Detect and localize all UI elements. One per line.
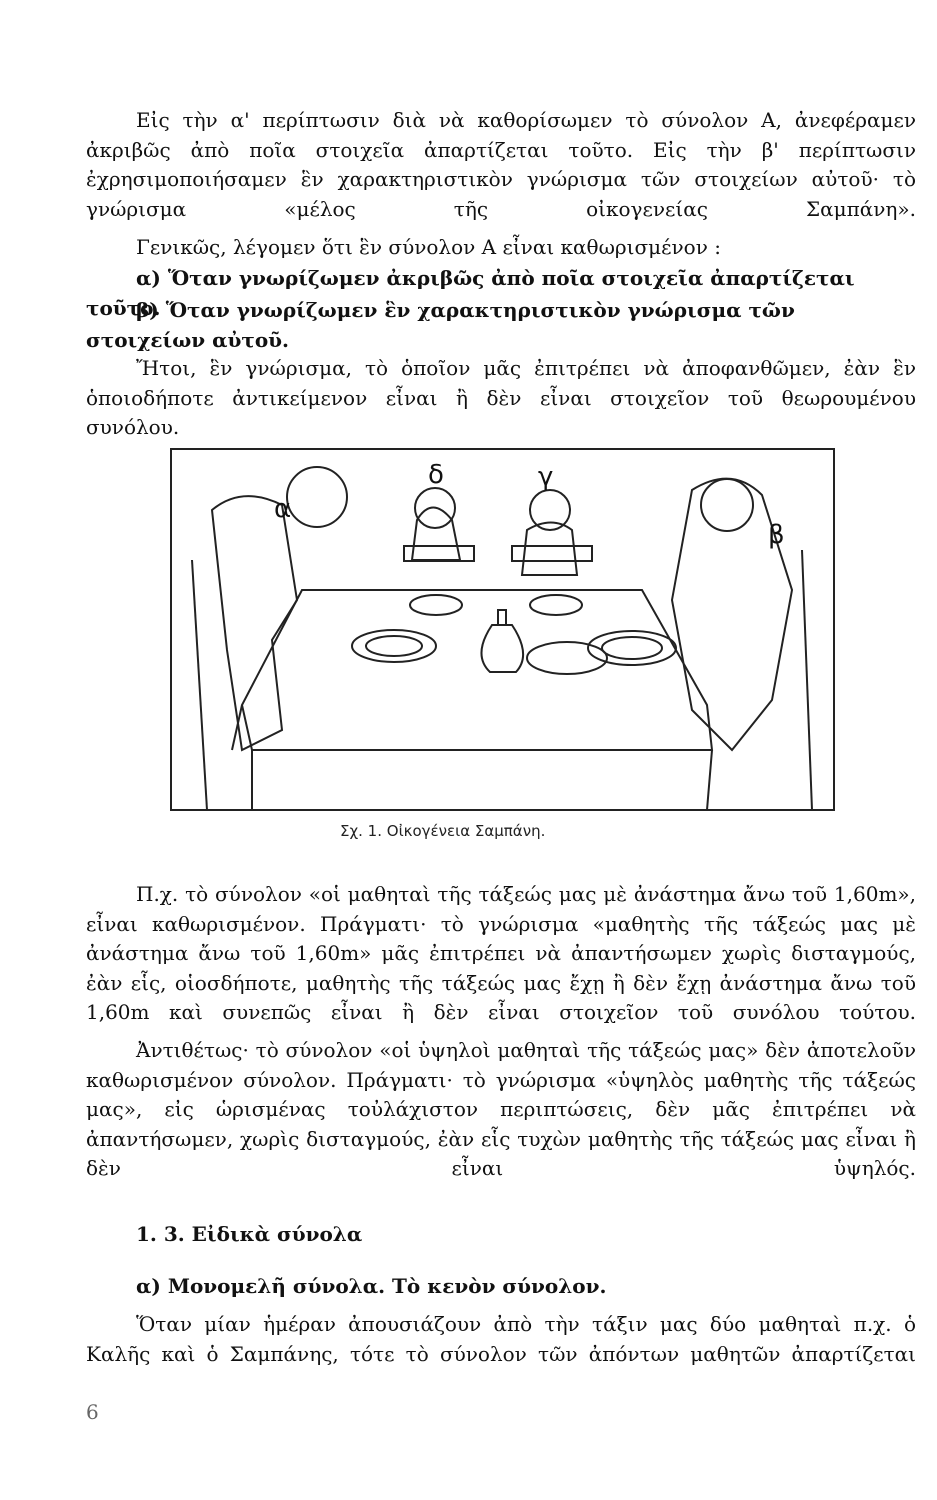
figure-caption: Σχ. 1. Οἰκογένεια Σαμπάνη. — [340, 822, 546, 840]
paragraph-single-element-sets: Ὅταν μίαν ἡμέραν ἀπουσιάζουν ἀπὸ τὴν τάξιν μας δύο μαθηταὶ π.χ. ὁ Καλῆς καὶ ὁ Σαμπάνης, τότε τὸ σύνολον τῶν ἀπόντων μαθητῶν ἀπαρτίζεται — [86, 1312, 916, 1366]
label-delta: δ — [428, 460, 444, 490]
label-gamma: γ — [538, 462, 554, 492]
paragraph-criterion: Ἤτοι, ἓν γνώρισμα, τὸ ὁποῖον μᾶς ἐπιτρέπει νὰ ἀποφανθῶμεν, ἐὰν ἓν ὁποιοδήποτε ἀντικείμενον εἶναι ἢ δὲν εἶναι στοιχεῖον τοῦ θεωρουμένου συνόλου. — [86, 356, 916, 439]
paragraph-definition-cases: Εἰς τὴν α' περίπτωσιν διὰ νὰ καθορίσωμεν τὸ σύνολον Α, ἀνεφέραμεν ἀκριβῶς ἀπὸ ποῖα στοιχεῖα ἀπαρτίζεται τοῦτο. Εἰς τὴν β' περίπτωσιν ἐχρησιμοποιήσαμεν ἓν χαρακτηριστικὸν γνώρισμα τῶν στοιχείων αὐτοῦ· τὸ γνώρισμα «μέλος τῆς οἰκογενείας Σαμπάνη». — [86, 108, 916, 221]
case-a: α) Ὅταν γνωρίζωμεν ἀκριβῶς ἀπὸ ποῖα στοιχεῖα ἀπαρτίζεται τοῦτο. — [86, 266, 855, 320]
family-dinner-drawing — [172, 450, 833, 809]
paragraph-example-defined: Π.χ. τὸ σύνολον «οἱ μαθηταὶ τῆς τάξεώς μας μὲ ἀνάστημα ἄνω τοῦ 1,60m», εἶναι καθωρισμένον. Πράγματι· τὸ γνώρισμα «μαθητὴς τῆς τάξεώς μας μὲ ἀνάστημα ἄνω τοῦ 1,60m» μᾶς ἐπιτρέπει νὰ ἀπαντήσωμεν χωρὶς δισταγμούς, ἐὰν εἷς, οἱοσδήποτε, μαθητὴς τῆς τάξεώς μας ἔχῃ ἢ δὲν ἔχῃ ἀνάστημα ἄνω τοῦ 1,60m καὶ συνεπῶς εἶναι ἢ δὲν εἶναι στοιχεῖον τοῦ συνόλου τούτου. — [86, 882, 916, 1024]
paragraph-example-undefined: Ἀντιθέτως· τὸ σύνολον «οἱ ὑψηλοὶ μαθηταὶ τῆς τάξεώς μας» δὲν ἀποτελοῦν καθωρισμένον σύνολον. Πράγματι· τὸ γνώρισμα «ὑψηλὸς μαθητὴς τῆς τάξεώς μας», εἰς ὡρισμένας τοὐλάχιστον περιπτώσεις, δὲν μᾶς ἐπιτρέπει νὰ ἀπαντήσωμεν, χωρὶς δισταγμούς, ἐὰν εἷς τυχὼν μαθητὴς τῆς τάξεώς μας εἶναι ἢ δὲν εἶναι ὑψηλός. — [86, 1038, 916, 1180]
page-number: 6 — [86, 1400, 99, 1424]
paragraph-general-definition: Γενικῶς, λέγομεν ὅτι ἓν σύνολον Α εἶναι καθωρισμένον : — [136, 235, 721, 259]
section-heading: 1. 3. Εἰδικὰ σύνολα — [136, 1222, 363, 1246]
case-b: β) Ὅταν γνωρίζωμεν ἓν χαρακτηριστικὸν γνώρισμα τῶν στοιχείων αὐτοῦ. — [86, 298, 795, 352]
subsection-heading: α) Μονομελῆ σύνολα. Τὸ κενὸν σύνολον. — [136, 1274, 607, 1298]
label-alpha: α — [274, 494, 292, 524]
family-illustration — [170, 448, 835, 811]
label-beta: β — [768, 520, 785, 550]
